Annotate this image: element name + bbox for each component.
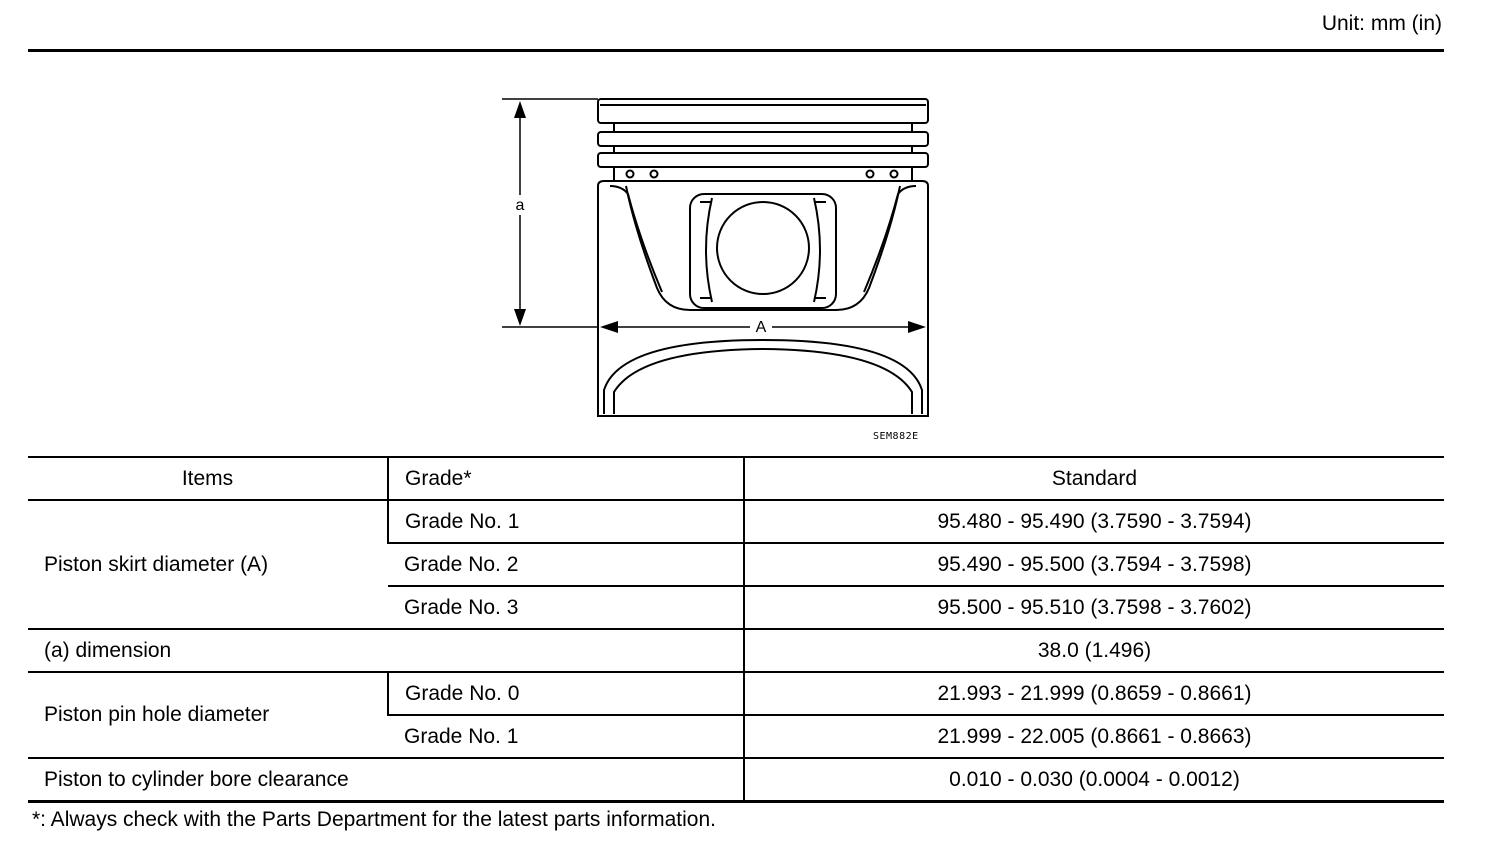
- top-rule: [28, 49, 1444, 52]
- standard-cell: 21.993 - 21.999 (0.8659 - 0.8661): [744, 672, 1444, 715]
- header-items: Items: [28, 457, 388, 500]
- skirt-item: Piston skirt diameter (A): [28, 500, 388, 629]
- grade-cell: Grade No. 2: [388, 543, 744, 586]
- pin-hole-item: Piston pin hole diameter: [28, 672, 388, 758]
- grade-cell: Grade No. 1: [388, 500, 744, 543]
- pin-boss: [690, 194, 836, 308]
- a-dim-item: (a) dimension: [28, 629, 744, 672]
- figure-code: SEM882E: [873, 431, 919, 442]
- table-row: [28, 500, 1444, 543]
- table-row: [28, 672, 1444, 715]
- table-row: [28, 629, 1444, 672]
- grade-cell: Grade No. 3: [388, 586, 744, 629]
- standard-cell: 38.0 (1.496): [744, 629, 1444, 672]
- dim-a-label: a: [515, 197, 525, 214]
- piston-spec-table: [28, 456, 1444, 803]
- standard-cell: 95.480 - 95.490 (3.7590 - 3.7594): [744, 500, 1444, 543]
- ring-land-3: [598, 153, 928, 167]
- standard-cell: 95.500 - 95.510 (3.7598 - 3.7602): [744, 586, 1444, 629]
- header-row: [28, 457, 1444, 500]
- ring-land-2: [598, 132, 928, 146]
- dim-A-label: A: [755, 319, 767, 336]
- standard-cell: 0.010 - 0.030 (0.0004 - 0.0012): [744, 758, 1444, 802]
- footnote: *: Always check with the Parts Department for the latest parts information.: [32, 808, 716, 831]
- piston-diagram: [470, 88, 950, 448]
- header-standard: Standard: [744, 457, 1444, 500]
- ring-land-1: [598, 99, 928, 123]
- standard-cell: 21.999 - 22.005 (0.8661 - 0.8663): [744, 715, 1444, 758]
- unit-label: Unit: mm (in): [1321, 12, 1442, 35]
- grade-cell: Grade No. 1: [388, 715, 744, 758]
- pin-bore: [717, 202, 809, 294]
- clearance-item: Piston to cylinder bore clearance: [28, 758, 744, 802]
- table-row: [28, 758, 1444, 802]
- header-grade: Grade*: [388, 457, 744, 500]
- standard-cell: 95.490 - 95.500 (3.7594 - 3.7598): [744, 543, 1444, 586]
- piston-body-outline: [598, 181, 928, 416]
- grade-cell: Grade No. 0: [388, 672, 744, 715]
